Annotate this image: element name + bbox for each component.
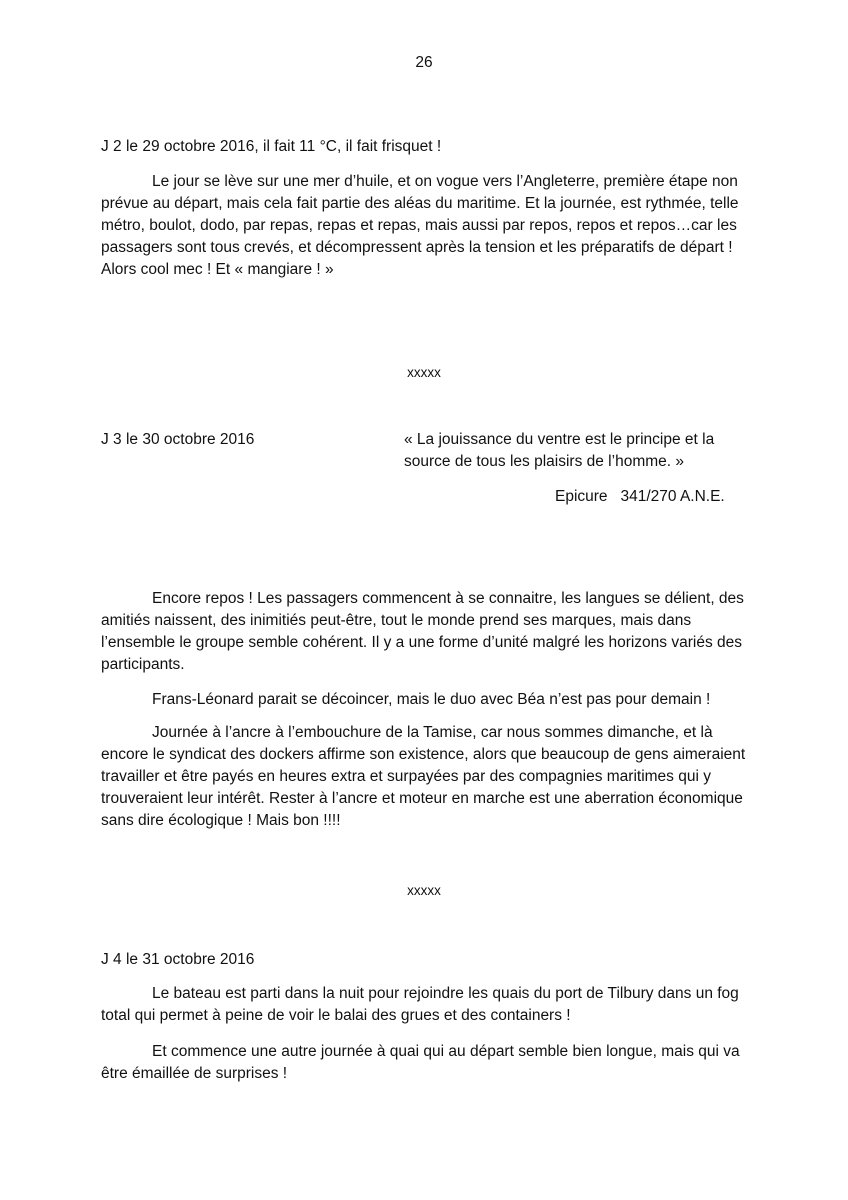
section-separator: xxxxx (407, 883, 441, 898)
entry-heading: J 3 le 30 octobre 2016 (101, 431, 255, 448)
paragraph: Encore repos ! Les passagers commencent à se connaitre, les langues se délient, des amitiés naissent, des inimitiés peut-être, tout le monde prend ses marques, mais dans l’ensemble le groupe semble cohérent. Il y a une forme d’unité malgré les horizons variés des participants. (101, 590, 744, 673)
paragraph: Frans-Léonard parait se décoincer, mais le duo avec Béa n’est pas pour demain ! (152, 691, 711, 708)
entry-heading: J 4 le 31 octobre 2016 (101, 951, 255, 968)
entry-j2 (101, 136, 761, 158)
entry-j3-body-3 (101, 722, 761, 832)
entry-j3-body-2 (101, 689, 761, 711)
entry-heading: J 2 le 29 octobre 2016, il fait 11 °C, il fait frisquet ! (101, 138, 442, 155)
entry-j2-body (101, 171, 761, 281)
section-separator: xxxxx (407, 365, 441, 380)
epigraph-quote: « La jouissance du ventre est le principe et la source de tous les plaisirs de l’homme. » (404, 431, 715, 470)
entry-j3-body (101, 588, 761, 676)
entry-j3-heading-block (101, 429, 381, 451)
paragraph: Et commence une autre journée à quai qui au départ semble bien longue, mais qui va être émaillée de surprises ! (101, 1043, 740, 1082)
paragraph: Le bateau est parti dans la nuit pour rejoindre les quais du port de Tilbury dans un fog total qui permet à peine de voir le balai des grues et des containers ! (101, 985, 739, 1024)
entry-j4-body (101, 983, 761, 1027)
entry-j4 (101, 949, 761, 971)
epigraph-author: Epicure 341/270 A.N.E. (555, 488, 725, 505)
page-number: 26 (415, 54, 433, 71)
entry-j4-body-2 (101, 1041, 761, 1085)
paragraph: Le jour se lève sur une mer d’huile, et on vogue vers l’Angleterre, première étape non prévue au départ, mais cela fait partie des aléas du maritime. Et la journée, est rythmée, telle métro, boulot, dodo, par repas, repas et repas, mais aussi par repos, repos et repos…car les passagers sont tous crevés, et décompressent après la tension et les préparatifs de départ ! Alors cool mec ! Et « mangiare ! » (101, 173, 739, 278)
paragraph: Journée à l’ancre à l’embouchure de la Tamise, car nous sommes dimanche, et là encore le syndicat des dockers affirme son existence, alors que beaucoup de gens aimeraient travailler et être payés en heures extra et surpayées par des compagnies maritimes qui y trouveraient leur intérêt. Rester à l’ancre et moteur en marche est une aberration économique sans dire écologique ! Mais bon !!!! (101, 724, 746, 829)
